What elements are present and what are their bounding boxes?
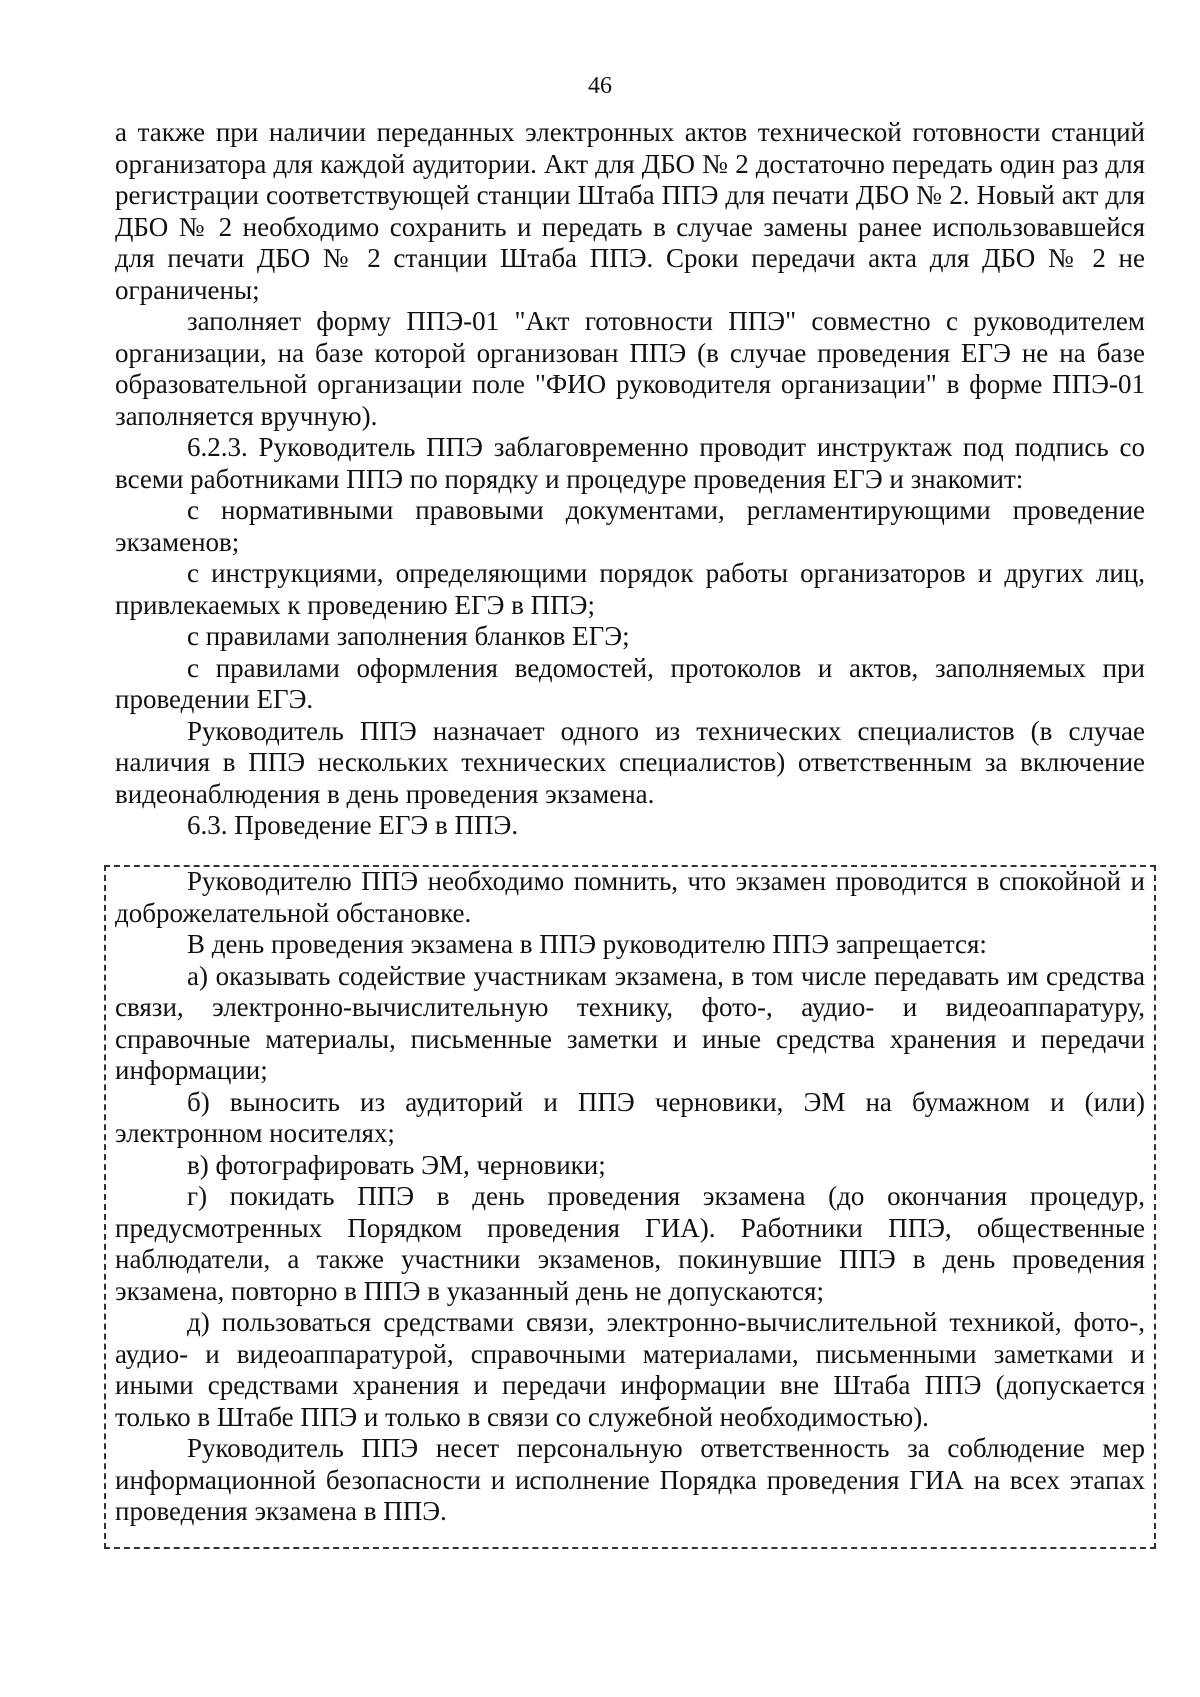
boxed-text xyxy=(115,866,1145,1528)
section-heading: 6.3. Проведение ЕГЭ в ППЭ. xyxy=(187,810,519,840)
paragraph: Руководитель ППЭ назначает одного из технических специалистов (в случае наличия в ППЭ нескольких технических специалистов) ответственным за включение видеонаблюдения в день проведения экзамена. xyxy=(115,715,1145,809)
paragraph: с правилами заполнения бланков ЕГЭ; xyxy=(187,621,630,651)
paragraph: с нормативными правовыми документами, регламентирующими проведение экзаменов; xyxy=(115,495,1145,557)
boxed-paragraph: Руководителю ППЭ необходимо помнить, что экзамен проводится в спокойной и доброжелательной обстановке. xyxy=(115,866,1145,928)
boxed-paragraph: г) покидать ППЭ в день проведения экзамена (до окончания процедур, предусмотренных Порядком проведения ГИА). Работники ППЭ, общественные наблюдатели, а также участники экзаменов, покинувшие ППЭ в день проведения экзамена, повторно в ППЭ в указанный день не допускаются; xyxy=(115,1181,1145,1306)
paragraph: заполняет форму ППЭ-01 "Акт готовности ППЭ" совместно с руководителем организации, на базе которой организован ППЭ (в случае проведения ЕГЭ не на базе образовательной организации поле "ФИО руководителя организации" в форме ППЭ-01 заполняется вручную). xyxy=(115,306,1145,431)
boxed-paragraph: Руководитель ППЭ несет персональную ответственность за соблюдение мер информационной безопасности и исполнение Порядка проведения ГИА на всех этапах проведения экзамена в ППЭ. xyxy=(115,1433,1145,1526)
page-number: 46 xyxy=(588,73,612,99)
boxed-paragraph: в) фотографировать ЭМ, черновики; xyxy=(187,1149,606,1180)
boxed-paragraph: а) оказывать содействие участникам экзамена, в том числе передавать им средства связи, электронно-вычислительную технику, фото-, аудио- и видеоаппаратуру, справочные материалы, письменные заметки и иные средства хранения и передачи информации; xyxy=(115,960,1145,1085)
paragraph: с инструкциями, определяющими порядок работы организаторов и других лиц, привлекаемых к проведению ЕГЭ в ППЭ; xyxy=(115,558,1145,620)
paragraph: а также при наличии переданных электронных актов технической готовности станций организатора для каждой аудитории. Акт для ДБО № 2 достаточно передать один раз для регистрации соответствующей станции Штаба ППЭ для печати ДБО № 2. Новый акт для ДБО № 2 необходимо сохранить и передать в случае замены ранее использовавшейся для печати ДБО № 2 станции Штаба ППЭ. Сроки передачи акта для ДБО № 2 не ограничены; xyxy=(115,117,1145,305)
paragraph: с правилами оформления ведомостей, протоколов и актов, заполняемых при проведении ЕГЭ. xyxy=(115,652,1145,714)
boxed-paragraph: д) пользоваться средствами связи, электронно-вычислительной техникой, фото-, аудио- и видеоаппаратурой, справочными материалами, письменными заметками и иными средствами хранения и передачи информации вне Штаба ППЭ (допускается только в Штабе ППЭ и только в связи со служебной необходимостью). xyxy=(115,1307,1145,1432)
paragraph: 6.2.3. Руководитель ППЭ заблаговременно проводит инструктаж под подпись со всеми работниками ППЭ по порядку и процедуре проведения ЕГЭ и знакомит: xyxy=(115,432,1145,494)
boxed-paragraph: В день проведения экзамена в ППЭ руководителю ППЭ запрещается: xyxy=(187,929,987,959)
main-text xyxy=(115,117,1145,842)
boxed-paragraph: б) выносить из аудиторий и ППЭ черновики, ЭМ на бумажном и (или) электронном носителях; xyxy=(115,1086,1145,1148)
